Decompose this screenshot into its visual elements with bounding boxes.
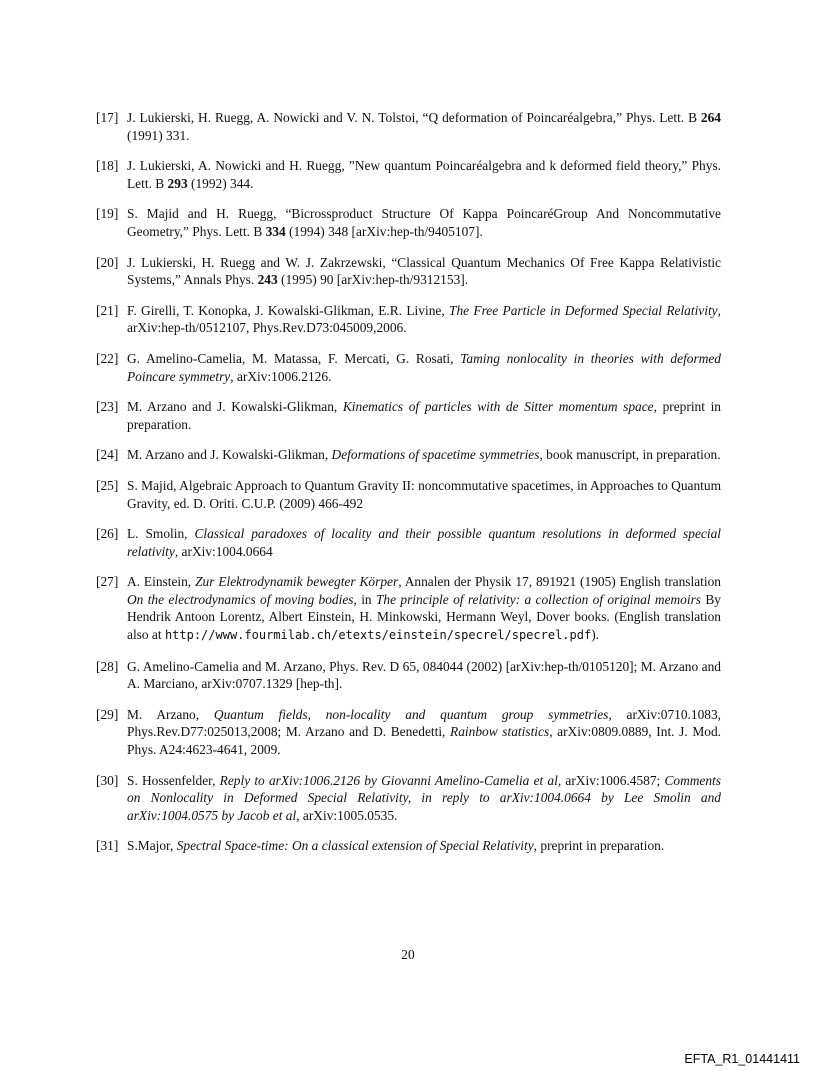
italic-title: The principle of relativity: a collection of original memoirs (375, 591, 702, 607)
reference-segment: , arXiv:0710.1083, Phys.Rev.D77:025013,2008; M. Arzano and D. Benedetti, (127, 706, 722, 740)
reference-number: [26] (96, 526, 119, 542)
reference-item (96, 157, 721, 192)
reference-list (96, 109, 721, 868)
reference-segment: , arXiv:1005.0535. (296, 807, 398, 823)
reference-segment: , preprint in preparation. (127, 399, 721, 432)
reference-segment: A. Einstein, (127, 574, 196, 590)
reference-number: [28] (96, 658, 119, 674)
reference-segment: G. Amelino-Camelia and M. Arzano, Phys. Rev. D 65, 084044 (2002) [arXiv:hep-th/0105120]; M. Arzano and A. Marciano, arXiv:0707.1329 [hep-th]. (127, 658, 721, 692)
reference-text (127, 659, 721, 692)
reference-item (96, 302, 721, 337)
italic-title: The Free Particle in Deformed Special Relativity (449, 302, 718, 318)
reference-item (96, 706, 721, 759)
reference-text (127, 399, 721, 432)
reference-segment: By Hendrik Antoon Lorentz, Albert Einstein, H. Minkowski, Hermann Weyl, Dover books. (English translation also at (127, 591, 721, 643)
reference-segment: (1995) 90 [arXiv:hep-th/9312153]. (277, 272, 469, 288)
reference-text (127, 574, 721, 642)
page-number: 20 (401, 947, 415, 962)
italic-title: Classical paradoxes of locality and their possible quantum resolutions in deformed special relativity (127, 526, 721, 559)
reference-text (127, 303, 721, 336)
italic-title: Zur Elektrodynamik bewegter Körper (195, 574, 399, 590)
reference-text (127, 773, 721, 823)
italic-title: On the electrodynamics of moving bodies (127, 591, 354, 607)
reference-text (127, 351, 721, 384)
reference-segment: S. Hossenfelder, (127, 772, 220, 788)
reference-segment: J. Lukierski, H. Ruegg and W. J. Zakrzewski, “Classical Quantum Mechanics Of Free Kappa Relativistic Systems,” Annals Phys. (127, 254, 721, 288)
italic-title: Spectral Space-time: On a classical extension of Special Relativity (176, 838, 534, 854)
reference-number: [30] (96, 772, 119, 788)
reference-item (96, 398, 721, 433)
reference-segment: , arXiv:1004.0664 (174, 543, 273, 559)
document-id: EFTA_R1_01441411 (684, 1052, 800, 1066)
italic-title: Deformations of spacetime symmetries (331, 447, 540, 463)
volume-number: 334 (265, 223, 286, 239)
reference-number: [19] (96, 206, 119, 222)
reference-number: [24] (96, 447, 119, 463)
reference-number: [27] (96, 574, 119, 590)
reference-text (127, 206, 721, 239)
reference-text (127, 447, 721, 462)
reference-item (96, 573, 721, 644)
reference-item (96, 477, 721, 512)
italic-title: Rainbow statistics (450, 724, 550, 740)
reference-segment: M. Arzano and J. Kowalski-Glikman, (127, 447, 332, 463)
reference-number: [22] (96, 350, 119, 366)
reference-number: [29] (96, 706, 119, 722)
reference-text (127, 478, 721, 511)
italic-title: Reply to arXiv:1006.2126 by Giovanni Amelino-Camelia et al (219, 772, 558, 788)
reference-number: [31] (96, 838, 119, 854)
reference-segment: (1991) 331. (127, 127, 190, 143)
volume-number: 293 (167, 175, 188, 191)
reference-text (127, 707, 721, 757)
reference-number: [18] (96, 158, 119, 174)
volume-number: 264 (700, 110, 721, 125)
reference-number: [23] (96, 399, 119, 415)
reference-segment: M. Arzano, (127, 706, 214, 722)
reference-item (96, 525, 721, 560)
reference-segment: , book manuscript, in preparation. (539, 447, 721, 463)
reference-segment: , in (353, 591, 376, 607)
reference-text (127, 255, 721, 288)
reference-number: [25] (96, 477, 119, 493)
italic-title: Comments on Nonlocality in Deformed Special Relativity, in reply to arXiv:1004.0664 by Lee Smolin and arXiv:1004.0575 by Jacob et al (127, 772, 721, 823)
reference-number: [17] (96, 110, 119, 125)
reference-segment: , arXiv:0809.0889, Int. J. Mod. Phys. A24:4623-4641, 2009. (127, 724, 721, 758)
reference-segment: (1992) 344. (187, 175, 254, 191)
reference-segment: , preprint in preparation. (533, 838, 665, 854)
reference-segment: F. Girelli, T. Konopka, J. Kowalski-Glikman, E.R. Livine, (127, 302, 449, 318)
reference-item (96, 350, 721, 385)
reference-segment: G. Amelino-Camelia, M. Matassa, F. Mercati, G. Rosati, (127, 350, 461, 366)
reference-segment: , arXiv:1006.4587; (557, 772, 665, 788)
reference-segment: , Annalen der Physik 17, 891921 (1905) English translation (398, 574, 721, 590)
reference-segment: ). (591, 627, 600, 643)
reference-segment: , arXiv:hep-th/0512107, Phys.Rev.D73:045009,2006. (127, 302, 721, 336)
reference-item (96, 205, 721, 240)
italic-title: Taming nonlocality in theories with deformed Poincare symmetry (127, 350, 722, 384)
reference-number: [21] (96, 302, 119, 318)
reference-text (127, 158, 721, 191)
reference-segment: S. Majid, Algebraic Approach to Quantum Gravity II: noncommutative spacetimes, in Approaches to Quantum Gravity, ed. D. Oriti. C.U.P. (2009) 466-492 (127, 477, 721, 511)
reference-item (96, 446, 721, 464)
reference-segment: , arXiv:1006.2126. (230, 368, 332, 384)
reference-segment: S.Major, (127, 838, 177, 854)
reference-item (96, 109, 721, 144)
reference-segment: (1994) 348 [arXiv:hep-th/9405107]. (285, 223, 483, 239)
reference-item (96, 837, 721, 855)
volume-number: 243 (257, 272, 278, 288)
url-text: http://www.fourmilab.ch/etexts/einstein/specrel/specrel.pdf (164, 628, 592, 643)
reference-number: [20] (96, 254, 119, 270)
italic-title: Kinematics of particles with de Sitter momentum space (342, 399, 654, 415)
reference-text (127, 110, 721, 143)
reference-segment: J. Lukierski, A. Nowicki and H. Ruegg, ”New quantum Poincaréalgebra and k deformed field theory,” Phys. Lett. B (127, 158, 721, 191)
reference-segment: M. Arzano and J. Kowalski-Glikman, (127, 399, 343, 415)
reference-segment: J. Lukierski, H. Ruegg, A. Nowicki and V. N. Tolstoi, “Q deformation of Poincaréalgebra,” Phys. Lett. B (127, 110, 701, 125)
reference-text (127, 838, 664, 853)
reference-item (96, 254, 721, 289)
reference-item (96, 658, 721, 693)
reference-segment: L. Smolin, (127, 526, 195, 542)
reference-text (127, 526, 721, 559)
reference-segment: S. Majid and H. Ruegg, “Bicrossproduct Structure Of Kappa PoincaréGroup And Noncommutative Geometry,” Phys. Lett. B (127, 206, 721, 239)
italic-title: Quantum fields, non-locality and quantum group symmetries (213, 706, 609, 722)
reference-item (96, 772, 721, 825)
